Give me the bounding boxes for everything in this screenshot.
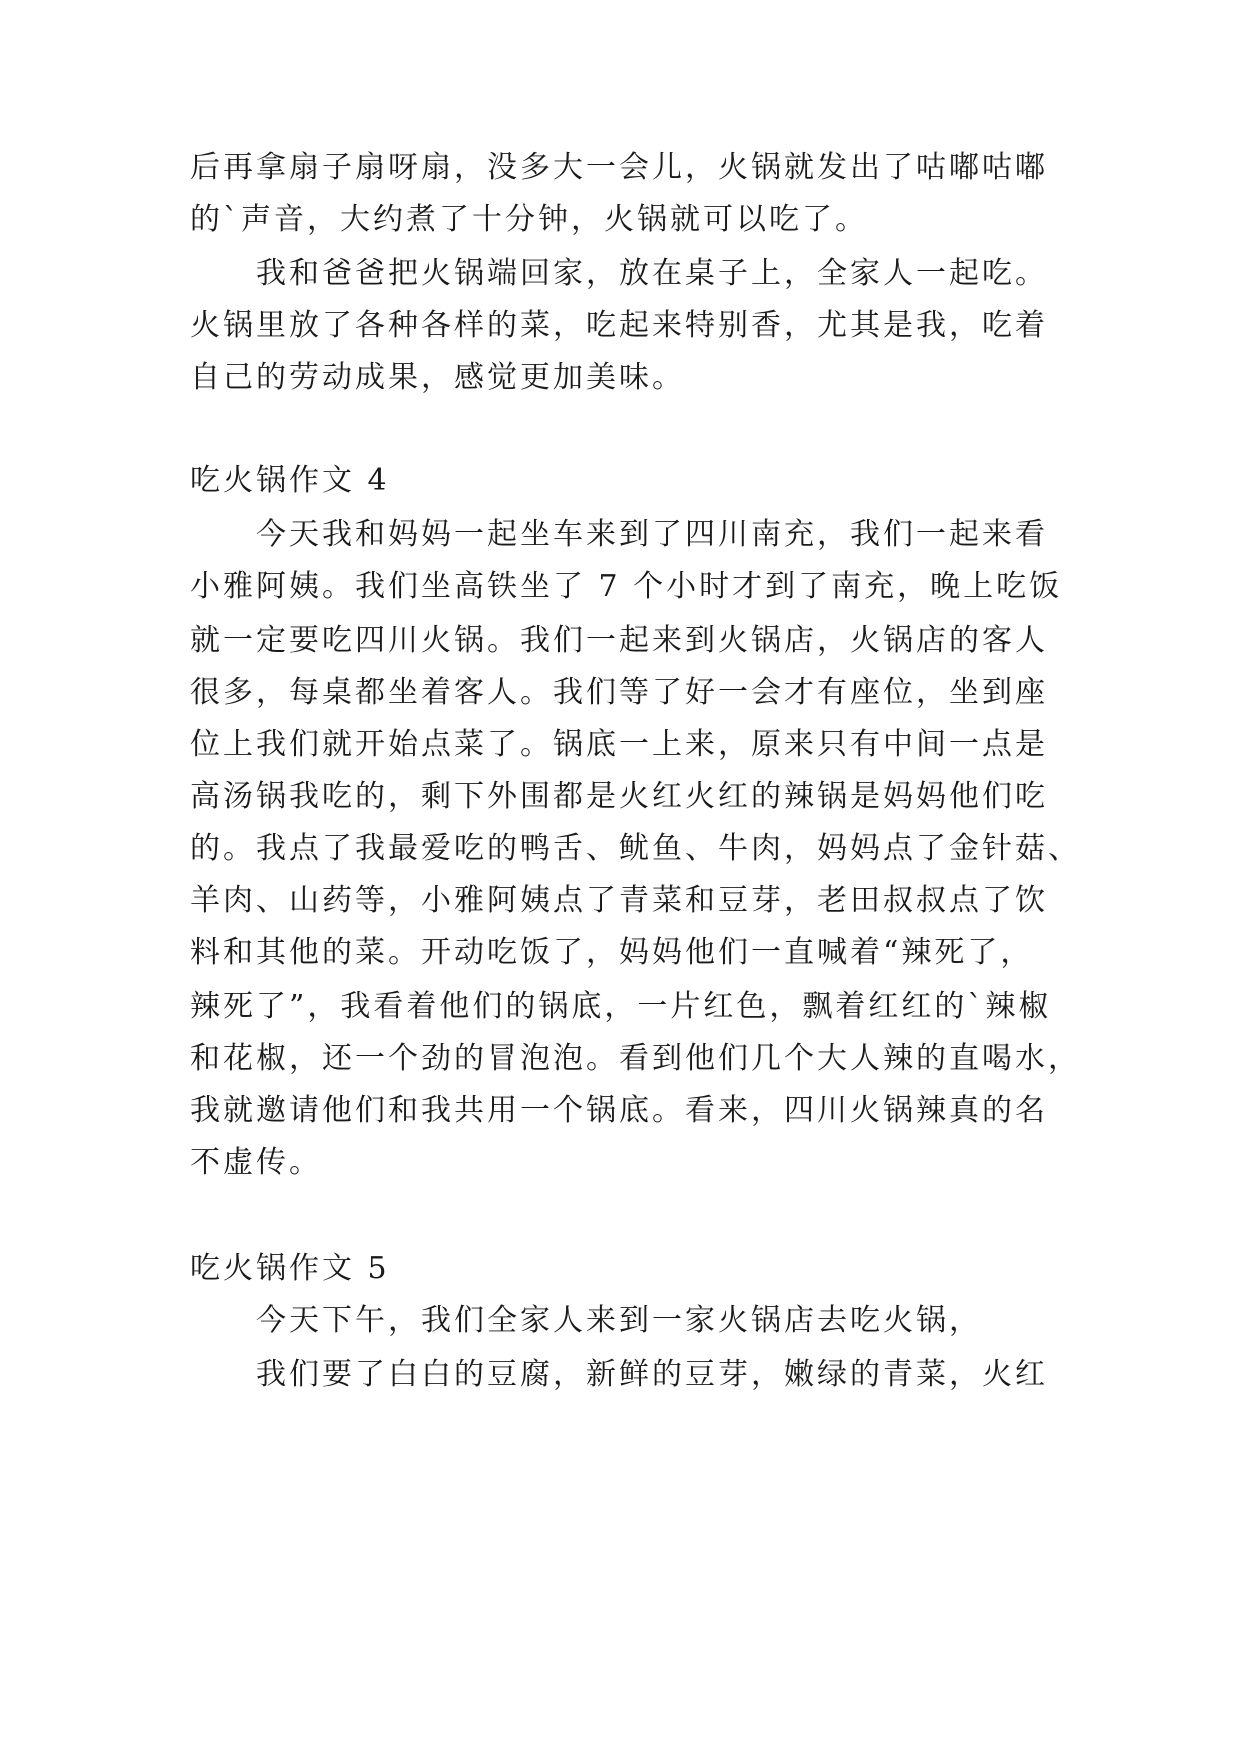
paragraph-line: 的。我点了我最爱吃的鸭舌、鱿鱼、牛肉，妈妈点了金针菇、 — [190, 831, 1081, 866]
paragraph-line: 不虚传。 — [190, 1145, 322, 1180]
paragraph-line: 我们要了白白的豆腐，新鲜的豆芽，嫩绿的青菜，火红 — [256, 1357, 1048, 1392]
paragraph-line: 自己的劳动成果，感觉更加美味。 — [190, 360, 685, 395]
section-heading: 吃火锅作文 4 — [190, 463, 390, 498]
section-heading: 吃火锅作文 5 — [190, 1251, 390, 1286]
paragraph-line: 的`声音，大约煮了十分钟，火锅就可以吃了。 — [190, 202, 868, 237]
paragraph-line: 料和其他的菜。开动吃饭了，妈妈他们一直喊着“辣死了， — [190, 935, 1034, 970]
paragraph-line: 后再拿扇子扇呀扇，没多大一会儿，火锅就发出了咕嘟咕嘟 — [190, 150, 1048, 185]
paragraph-line: 和花椒，还一个劲的冒泡泡。看到他们几个大人辣的直喝水， — [190, 1041, 1081, 1076]
paragraph-line: 我和爸爸把火锅端回家，放在桌子上，全家人一起吃。 — [256, 256, 1048, 291]
paragraph-line: 很多，每桌都坐着客人。我们等了好一会才有座位，坐到座 — [190, 675, 1048, 710]
paragraph-line: 辣死了”，我看着他们的锅底，一片红色，飘着红红的`辣椒 — [190, 989, 1052, 1024]
paragraph-line: 我就邀请他们和我共用一个锅底。看来，四川火锅辣真的名 — [190, 1093, 1048, 1128]
paragraph-line: 今天下午，我们全家人来到一家火锅店去吃火锅， — [256, 1303, 982, 1338]
paragraph-line: 火锅里放了各种各样的菜，吃起来特别香，尤其是我，吃着 — [190, 308, 1048, 343]
paragraph-line: 羊肉、山药等，小雅阿姨点了青菜和豆芽，老田叔叔点了饮 — [190, 883, 1048, 918]
paragraph-line: 高汤锅我吃的，剩下外围都是火红火红的辣锅是妈妈他们吃 — [190, 779, 1048, 814]
paragraph-line: 位上我们就开始点菜了。锅底一上来，原来只有中间一点是 — [190, 727, 1048, 762]
paragraph-line: 就一定要吃四川火锅。我们一起来到火锅店，火锅店的客人 — [190, 623, 1048, 658]
paragraph-line: 小雅阿姨。我们坐高铁坐了 7 个小时才到了南充，晚上吃饭 — [190, 569, 1063, 604]
paragraph-line: 今天我和妈妈一起坐车来到了四川南充，我们一起来看 — [256, 517, 1048, 552]
